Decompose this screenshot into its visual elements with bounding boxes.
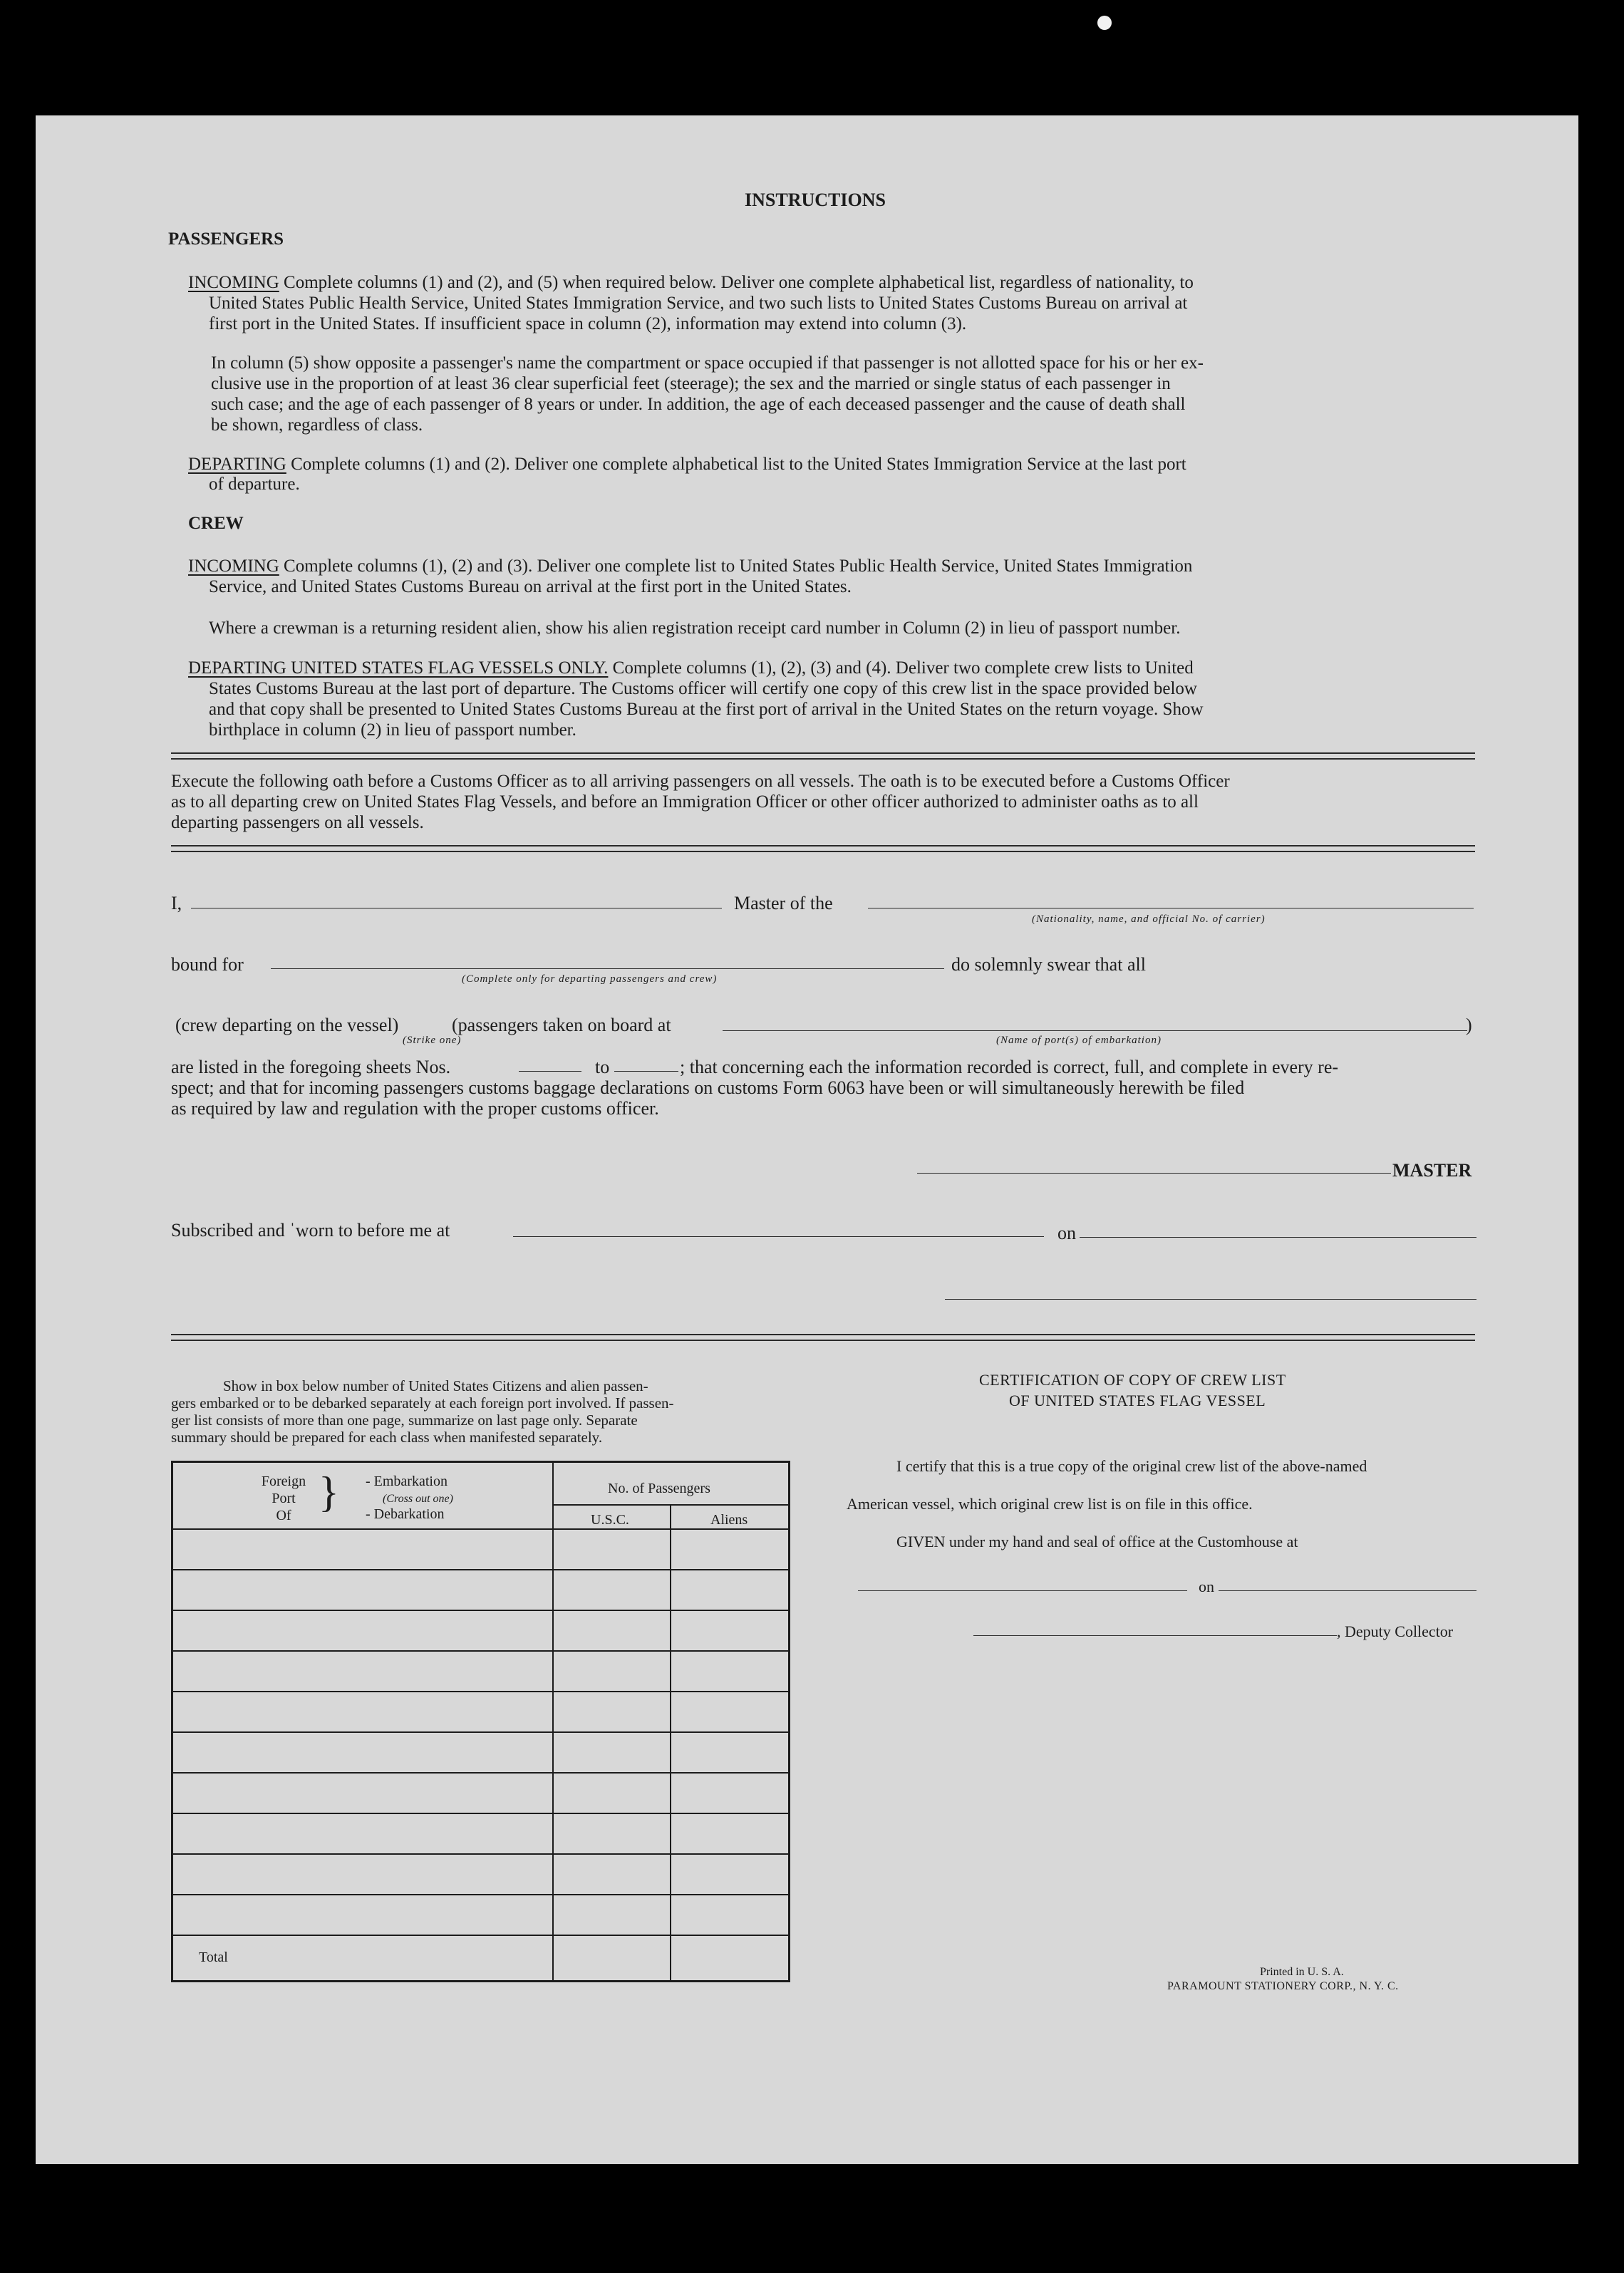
page-heading: INSTRUCTIONS [745, 190, 886, 210]
debarkation-option: - Debarkation [366, 1506, 445, 1522]
printer-name: PARAMOUNT STATIONERY CORP., N. Y. C. [1167, 1980, 1399, 1992]
aliens-header: Aliens [710, 1512, 748, 1528]
sheet-to-line[interactable] [614, 1071, 678, 1072]
master-signature-label: MASTER [1392, 1160, 1472, 1181]
given-line: GIVEN under my hand and seal of office at the Customhouse at [896, 1533, 1298, 1550]
film-speck [1097, 16, 1112, 30]
table-row [173, 1731, 788, 1733]
column5-line-3: such case; and the age of each passenger of 8 years or under. In addition, the age of each deceased passenger and the cause of death shall [211, 395, 1186, 414]
certification-title-line-2: OF UNITED STATES FLAG VESSEL [1009, 1392, 1266, 1409]
certification-on-label: on [1199, 1578, 1214, 1595]
bound-caption: (Complete only for departing passengers and crew) [462, 973, 718, 985]
oath-instruction-line-1: Execute the following oath before a Customs Officer as to all arriving passengers on all vessels. The oath is to be executed before a Customs Officer [171, 772, 1230, 791]
summary-note-line-1: Show in box below number of United States Citizens and alien passen- [223, 1377, 648, 1394]
passengers-taken-option: (passengers taken on board at [452, 1015, 671, 1035]
master-of-the-label: Master of the [734, 893, 833, 913]
passengers-incoming-line-2: United States Public Health Service, United States Immigration Service, and two such lists to United States Customs Bureau on arrival at [209, 294, 1188, 313]
table-row [173, 1853, 788, 1855]
passengers-departing-line-2: of departure. [209, 475, 300, 494]
column5-line-2: clusive use in the proportion of at least 36 clear superficial feet (steerage); the sex and the married or single status of each passenger in [211, 374, 1171, 393]
table-row [173, 1894, 788, 1895]
crew-departing-flag-label: DEPARTING UNITED STATES FLAG VESSELS ONLY. [188, 658, 609, 678]
oath-line-3: as required by law and regulation with the proper customs officer. [171, 1098, 659, 1119]
crew-departing-line-4: birthplace in column (2) in lieu of passport number. [209, 720, 576, 740]
strike-one-caption: (Strike one) [403, 1035, 462, 1046]
customhouse-line[interactable] [858, 1590, 1187, 1591]
ports-caption: (Name of port(s) of embarkation) [996, 1035, 1162, 1046]
to-label: to [595, 1057, 610, 1077]
summary-note-line-4: summary should be prepared for each class when manifested separately. [171, 1429, 603, 1446]
double-rule [171, 845, 1475, 852]
passengers-incoming-line-1: INCOMING Complete columns (1) and (2), and (5) when required below. Deliver one complete alphabetical list, regardless of nationality, to [188, 273, 1194, 292]
listed-prefix: are listed in the foregoing sheets Nos. [171, 1057, 451, 1077]
table-divider [552, 1504, 788, 1506]
passengers-departing-line-1: DEPARTING Complete columns (1) and (2). Deliver one complete alphabetical list to the United States Immigration Service at the last port [188, 455, 1186, 474]
swear-text: do solemnly swear that all [951, 954, 1146, 975]
no-of-passengers-header: No. of Passengers [608, 1481, 710, 1496]
listed-suffix: ; that concerning each the information recorded is correct, full, and complete in every re- [680, 1057, 1339, 1077]
subscribed-on-label: on [1057, 1223, 1076, 1243]
officer-signature-line[interactable] [945, 1299, 1476, 1300]
table-row [173, 1650, 788, 1652]
table-row [173, 1935, 788, 1936]
bound-for-label: bound for [171, 954, 244, 975]
passengers-incoming-line-3: first port in the United States. If insufficient space in column (2), information may extend into column (3). [209, 314, 967, 333]
crew-departing-line-3: and that copy shall be presented to United States Customs Bureau at the first port of arrival in the United States on the return voyage. Show [209, 700, 1204, 719]
crew-incoming-line-1: INCOMING Complete columns (1), (2) and (3). Deliver one complete list to United States Public Health Service, United States Immigration [188, 556, 1193, 576]
deputy-signature-line[interactable] [973, 1635, 1337, 1636]
sheet-from-line[interactable] [519, 1071, 581, 1072]
oath-instruction-line-3: departing passengers on all vessels. [171, 813, 424, 832]
table-row [173, 1528, 788, 1530]
certify-line-1: I certify that this is a true copy of the original crew list of the above-named [896, 1457, 1367, 1475]
summary-note-line-3: ger list consists of more than one page, summarize on last page only. Separate [171, 1412, 638, 1429]
table-row [173, 1569, 788, 1570]
subscribed-text: Subscribed and ˈworn to before me at [171, 1220, 450, 1241]
printed-in-usa: Printed in U. S. A. [1260, 1966, 1344, 1978]
crew-departing-option: (crew departing on the vessel) [175, 1015, 399, 1035]
passengers-departing-label: DEPARTING [188, 455, 286, 474]
oath-line-2: spect; and that for incoming passengers customs baggage declarations on customs Form 6063 have been or will simultaneously herewith be filed [171, 1077, 1245, 1098]
oath-i: I, [171, 893, 182, 913]
crew-heading: CREW [188, 514, 244, 533]
bound-for-line[interactable] [271, 968, 944, 969]
passengers-heading: PASSENGERS [168, 229, 284, 249]
double-rule [171, 752, 1475, 760]
close-paren: ) [1466, 1015, 1472, 1035]
usc-header: U.S.C. [591, 1512, 629, 1528]
passengers-incoming-label: INCOMING [188, 273, 279, 292]
foreign-port-header: Foreign Port Of [261, 1474, 306, 1523]
embarkation-option: - Embarkation [366, 1474, 448, 1489]
passenger-summary-table [171, 1461, 790, 1982]
certify-line-2: American vessel, which original crew list is on file in this office. [847, 1495, 1253, 1513]
table-divider [552, 1463, 554, 1980]
double-rule [171, 1334, 1475, 1341]
table-row [173, 1610, 788, 1611]
table-divider [670, 1506, 671, 1980]
certification-date-line[interactable] [1219, 1590, 1476, 1591]
crew-departing-line-2: States Customs Bureau at the last port of departure. The Customs officer will certify one copy of this crew list in the space provided below [209, 679, 1197, 698]
column5-line-1: In column (5) show opposite a passenger's name the compartment or space occupied if that passenger is not allotted space for his or her ex- [211, 353, 1204, 373]
cross-out-note: (Cross out one) [383, 1493, 453, 1505]
table-row [173, 1691, 788, 1692]
crew-incoming-label: INCOMING [188, 556, 279, 576]
column5-line-4: be shown, regardless of class. [211, 415, 423, 435]
summary-note-line-2: gers embarked or to be debarked separately at each foreign port involved. If passen- [171, 1394, 674, 1412]
certification-title-line-1: CERTIFICATION OF COPY OF CREW LIST [979, 1371, 1286, 1389]
crew-departing-line-1: DEPARTING UNITED STATES FLAG VESSELS ONLY. Complete columns (1), (2), (3) and (4). Deliver two complete crew lists to United [188, 658, 1194, 678]
subscribed-place-line[interactable] [513, 1236, 1044, 1237]
total-label: Total [199, 1950, 228, 1965]
resident-alien-note: Where a crewman is a returning resident alien, show his alien registration receipt card number in Column (2) in lieu of passport number. [209, 618, 1181, 638]
deputy-collector-label: , Deputy Collector [1337, 1622, 1454, 1640]
port-embarkation-line[interactable] [723, 1030, 1467, 1031]
carrier-caption: (Nationality, name, and official No. of carrier) [1032, 913, 1266, 925]
crew-incoming-line-2: Service, and United States Customs Bureau on arrival at the first port in the United States. [209, 577, 852, 596]
subscribed-date-line[interactable] [1080, 1237, 1476, 1238]
table-row [173, 1813, 788, 1814]
master-signature-line[interactable] [917, 1173, 1391, 1174]
brace-icon: } [319, 1469, 339, 1516]
table-row [173, 1772, 788, 1774]
oath-instruction-line-2: as to all departing crew on United States Flag Vessels, and before an Immigration Officer or other officer authorized to administer oaths as to all [171, 792, 1199, 812]
